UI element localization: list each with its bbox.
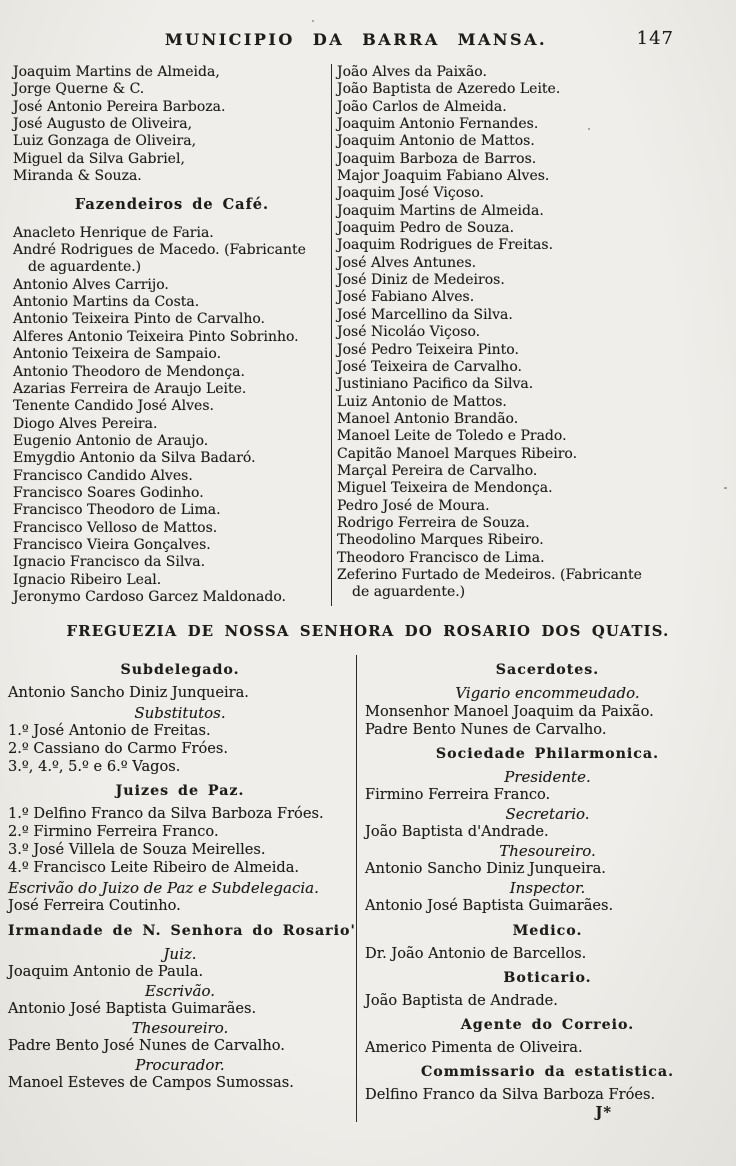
directory-right-column bbox=[331, 64, 736, 606]
freguezia-section bbox=[0, 655, 736, 1122]
directory-entry: Capitão Manoel Marques Ribeiro. bbox=[337, 445, 578, 462]
directory-entry: de aguardente.) bbox=[28, 259, 142, 276]
section-heading: Juizes de Paz. bbox=[115, 782, 245, 799]
directory-entry: João Alves da Paixão. bbox=[337, 64, 487, 80]
directory-entry: Jeronymo Cardoso Garcez Maldonado. bbox=[13, 588, 286, 605]
section-heading: Presidente. bbox=[504, 767, 591, 786]
directory-entry: Antonio Sancho Diniz Junqueira. bbox=[365, 860, 606, 878]
directory-entry: João Baptista de Andrade. bbox=[365, 991, 558, 1009]
directory-entry: 2.º Firmino Ferreira Franco. bbox=[8, 823, 219, 841]
freguezia-heading: FREGUEZIA DE NOSSA SENHORA DO ROSARIO DOS QUATIS. bbox=[66, 623, 670, 641]
section-heading: Thesoureiro. bbox=[499, 842, 596, 861]
directory-entry: Eugenio Antonio de Araujo. bbox=[13, 432, 209, 449]
directory-entry: Antonio José Baptista Guimarães. bbox=[8, 999, 257, 1017]
directory-entry: Theodoro Francisco de Lima. bbox=[337, 549, 545, 566]
directory-entry: Francisco Soares Godinho. bbox=[13, 484, 204, 501]
directory-entry: Francisco Vieira Gonçalves. bbox=[13, 536, 211, 553]
section-heading: Thesoureiro. bbox=[131, 1019, 229, 1037]
directory-entry: José Pedro Teixeira Pinto. bbox=[337, 341, 519, 358]
directory-entry: Padre Bento José Nunes de Carvalho. bbox=[8, 1037, 285, 1055]
directory-entry: 3.º, 4.º, 5.º e 6.º Vagos. bbox=[8, 757, 181, 775]
section-heading: Inspector. bbox=[509, 879, 586, 898]
directory-entry: Miguel Teixeira de Mendonça. bbox=[337, 480, 553, 497]
directory-entry: Francisco Velloso de Mattos. bbox=[13, 519, 218, 536]
directory-entry: José Diniz de Medeiros. bbox=[337, 272, 505, 289]
directory-entry: Pedro José de Moura. bbox=[337, 497, 490, 514]
directory-entry: Joaquim Rodrigues de Freitas. bbox=[337, 237, 554, 254]
scan-speck bbox=[588, 128, 590, 130]
directory-entry: Theodolino Marques Ribeiro. bbox=[337, 532, 544, 549]
directory-entry: Antonio Sancho Diniz Junqueira. bbox=[8, 684, 249, 702]
directory-entry: Zeferino Furtado de Medeiros. (Fabricante bbox=[337, 566, 642, 583]
directory-entry: Joaquim José Viçoso. bbox=[337, 185, 484, 202]
directory-entry: José Augusto de Oliveira, bbox=[13, 116, 193, 133]
directory-entry: Manoel Leite de Toledo e Prado. bbox=[337, 428, 567, 445]
directory-entry: Francisco Candido Alves. bbox=[13, 467, 193, 484]
directory-entry: 3.º José Villela de Souza Meirelles. bbox=[8, 841, 266, 859]
directory-entry: José Fabiano Alves. bbox=[337, 289, 475, 306]
directory-entry: João Baptista de Azeredo Leite. bbox=[337, 81, 561, 98]
directory-entry: Padre Bento Nunes de Carvalho. bbox=[365, 720, 607, 738]
scan-speck bbox=[724, 487, 727, 489]
directory-entry: José Antonio Pereira Barboza. bbox=[13, 98, 226, 115]
section-heading: Boticario. bbox=[503, 969, 592, 986]
directory-entry: Antonio Theodoro de Mendonça. bbox=[13, 363, 245, 380]
directory-entry: Joaquim Antonio de Mattos. bbox=[337, 133, 535, 150]
page-title: MUNICIPIO DA BARRA MANSA. bbox=[164, 30, 548, 49]
directory-entry: Alferes Antonio Teixeira Pinto Sobrinho. bbox=[13, 328, 299, 345]
section-heading: Secretario. bbox=[505, 804, 590, 823]
directory-entry: Joaquim Pedro de Souza. bbox=[337, 220, 515, 237]
directory-entry: Joaquim Martins de Almeida, bbox=[13, 64, 220, 80]
directory-entry: Antonio Alves Carrijo. bbox=[13, 276, 169, 293]
directory-entry: Diogo Alves Pereira. bbox=[13, 415, 158, 432]
directory-entry: Jorge Querne & C. bbox=[13, 81, 145, 98]
section-heading: Vigario encommeudado. bbox=[455, 684, 640, 703]
directory-entry: José Alves Antunes. bbox=[337, 254, 477, 271]
directory-entry: Luiz Antonio de Mattos. bbox=[337, 393, 507, 410]
directory-entry: Ignacio Francisco da Silva. bbox=[13, 554, 206, 571]
directory-entry: Firmino Ferreira Franco. bbox=[365, 785, 551, 803]
section-heading: Juiz. bbox=[163, 944, 197, 963]
directory-entry: Rodrigo Ferreira de Souza. bbox=[337, 514, 530, 531]
directory-entry: Miranda & Souza. bbox=[13, 168, 142, 185]
section-heading: Substitutos. bbox=[134, 703, 226, 722]
directory-entry: João Carlos de Almeida. bbox=[337, 98, 507, 115]
directory-entry: Luiz Gonzaga de Oliveira, bbox=[13, 133, 197, 150]
directory-entry: Joaquim Antonio de Paula. bbox=[8, 962, 204, 980]
signature-mark: J* bbox=[595, 1104, 612, 1122]
directory-entry: Antonio Teixeira de Sampaio. bbox=[13, 346, 222, 363]
section-heading: Escrivão do Juizo de Paz e Subdelegacia. bbox=[8, 879, 319, 898]
section-heading: Fazendeiros de Café. bbox=[74, 196, 270, 214]
directory-entry: Miguel da Silva Gabriel, bbox=[13, 150, 185, 167]
directory-entry: Delfino Franco da Silva Barboza Fróes. bbox=[365, 1086, 656, 1104]
section-heading: Procurador. bbox=[135, 1056, 225, 1075]
directory-entry: Azarias Ferreira de Araujo Leite. bbox=[13, 380, 247, 397]
directory-entry: Americo Pimenta de Oliveira. bbox=[365, 1039, 583, 1056]
directory-entry: José Ferreira Coutinho. bbox=[8, 897, 181, 915]
directory-entry: José Nicoláo Viçoso. bbox=[337, 324, 481, 341]
directory-entry: João Baptista d'Andrade. bbox=[365, 823, 549, 841]
section-heading: Escrivão. bbox=[145, 981, 215, 1000]
directory-entry: Tenente Candido José Alves. bbox=[13, 398, 214, 415]
directory-entry: Justiniano Pacifico da Silva. bbox=[337, 376, 534, 393]
directory-entry: Francisco Theodoro de Lima. bbox=[13, 502, 221, 519]
directory-entry: Antonio Martins da Costa. bbox=[13, 294, 200, 311]
directory-entry: Marçal Pereira de Carvalho. bbox=[337, 462, 538, 479]
directory-entry: Emygdio Antonio da Silva Badaró. bbox=[13, 450, 256, 467]
directory-entry: Antonio Teixeira Pinto de Carvalho. bbox=[13, 311, 265, 328]
directory-entry: Joaquim Antonio Fernandes. bbox=[337, 116, 539, 133]
section-heading: Sacerdotes. bbox=[495, 662, 600, 679]
directory-left-column bbox=[0, 64, 331, 606]
directory-entry: Major Joaquim Fabiano Alves. bbox=[337, 168, 550, 185]
directory-entry: José Marcellino da Silva. bbox=[337, 306, 513, 323]
scan-speck bbox=[312, 20, 314, 22]
directory-entry: 2.º Cassiano do Carmo Fróes. bbox=[8, 739, 228, 757]
section-heading: Commissario da estatistica. bbox=[420, 1064, 675, 1081]
section-heading: Subdelegado. bbox=[120, 662, 240, 679]
directory-entry: de aguardente.) bbox=[352, 584, 466, 601]
page-number: 147 bbox=[636, 28, 674, 49]
directory-entry: 4.º Francisco Leite Ribeiro de Almeida. bbox=[8, 859, 300, 877]
freguezia-left-column bbox=[0, 655, 356, 1122]
directory-entry: Antonio José Baptista Guimarães. bbox=[365, 897, 614, 915]
directory-section bbox=[0, 64, 736, 606]
directory-entry: Monsenhor Manoel Joaquim da Paixão. bbox=[365, 702, 654, 720]
directory-entry: Joaquim Martins de Almeida. bbox=[337, 202, 544, 219]
section-heading: Medico. bbox=[512, 922, 583, 939]
directory-entry: José Teixeira de Carvalho. bbox=[337, 358, 522, 375]
section-heading: Irmandade de N. Senhora do Rosario' bbox=[8, 922, 356, 939]
section-heading: Agente do Correio. bbox=[460, 1016, 635, 1033]
page-header bbox=[0, 30, 736, 64]
section-heading: Sociedade Philarmonica. bbox=[435, 745, 660, 762]
freguezia-right-column bbox=[356, 655, 736, 1122]
directory-entry: Joaquim Barboza de Barros. bbox=[337, 150, 537, 167]
directory-entry: Dr. João Antonio de Barcellos. bbox=[365, 944, 587, 962]
directory-entry: 1.º José Antonio de Freitas. bbox=[8, 721, 211, 739]
directory-entry: Manoel Esteves de Campos Sumossas. bbox=[8, 1074, 294, 1092]
directory-entry: Ignacio Ribeiro Leal. bbox=[13, 571, 162, 588]
directory-entry: 1.º Delfino Franco da Silva Barboza Fróes. bbox=[8, 804, 324, 822]
directory-entry: Manoel Antonio Brandão. bbox=[337, 410, 519, 427]
directory-entry: André Rodrigues de Macedo. (Fabricante bbox=[13, 242, 306, 259]
directory-entry: Anacleto Henrique de Faria. bbox=[13, 224, 214, 241]
